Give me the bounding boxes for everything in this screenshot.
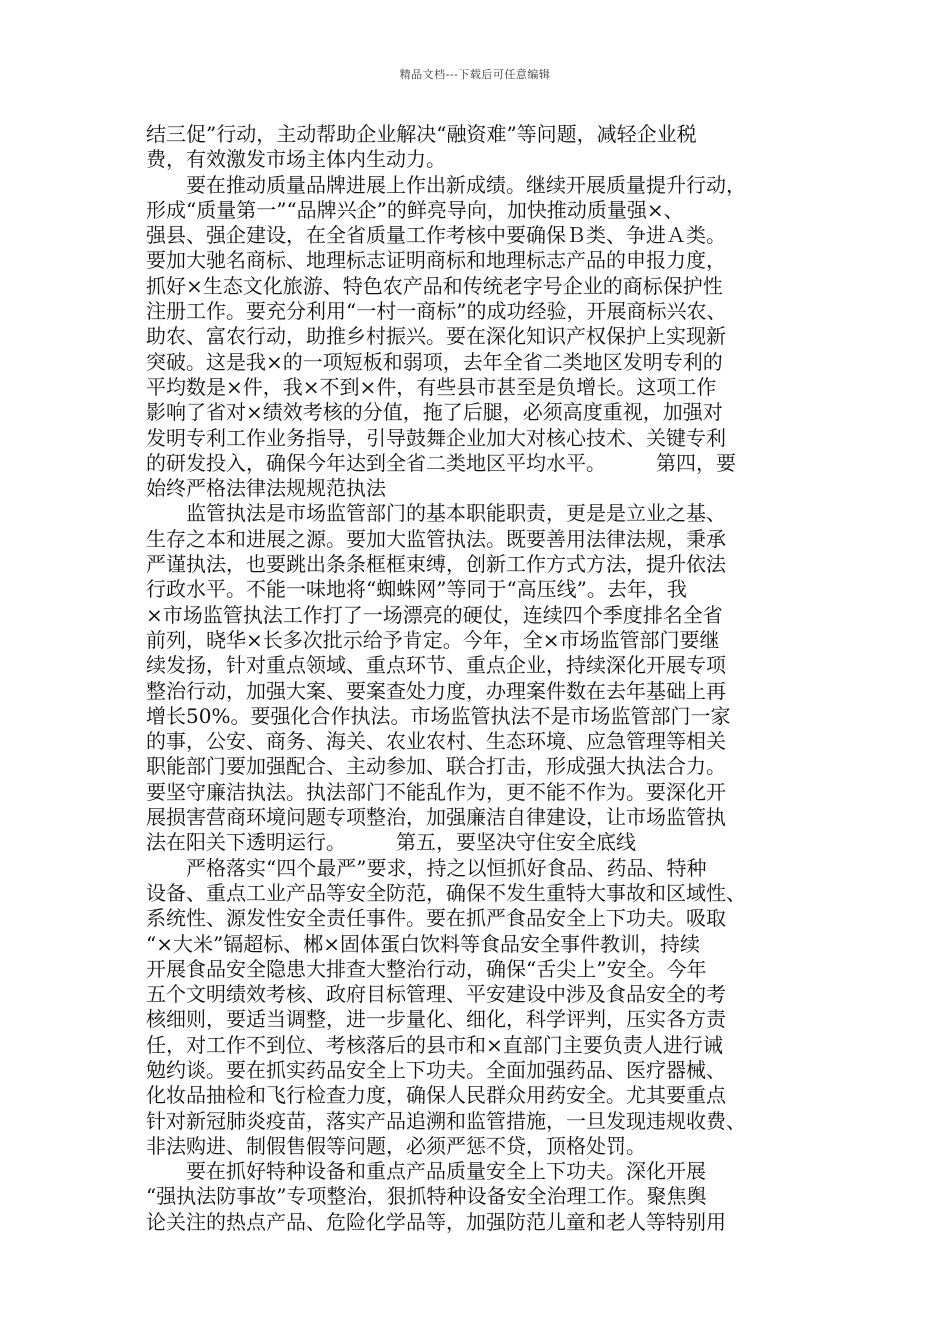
text-line: 任，对工作不到位、考核落后的县市和×直部门主要负责人进行诫 — [146, 1032, 723, 1057]
text-line: 平均数是×件，我×不到×件，有些县市甚至是负增长。这项工作 — [146, 374, 717, 399]
text-line: 要在抓好特种设备和重点产品质量安全上下功夫。深化开展 — [146, 1159, 706, 1184]
text-line: 非法购进、制假售假等问题，必须严惩不贷，顶格处罚。 — [146, 1133, 646, 1158]
text-line: 针对新冠肺炎疫苗，落实产品追溯和监管措施，一旦发现违规收费、 — [146, 1108, 746, 1133]
text-line: 职能部门要加强配合、主动参加、联合打击，形成强大执法合力。 — [146, 754, 726, 779]
text-line: 勉约谈。要在抓实药品安全上下功夫。全面加强药品、医疗器械、 — [146, 1057, 726, 1082]
text-line: 结三促”行动，主动帮助企业解决“融资难”等问题，减轻企业税 — [146, 122, 697, 146]
text-line: 形成“质量第一”“品牌兴企”的鲜亮导向，加快推动质量强×、 — [146, 197, 684, 222]
text-line: 整治行动，加强大案、要案查处力度，办理案件数在去年基础上再 — [146, 678, 726, 703]
text-line: 法在阳关下透明运行。 第五，要坚决守住安全底线 — [146, 830, 636, 855]
text-line: 设备、重点工业产品等安全防范，确保不发生重特大事故和区域性、 — [146, 880, 746, 905]
text-line: 助农、富农行动，助推乡村振兴。要在深化知识产权保护上实现新 — [146, 324, 726, 349]
document-body — [146, 122, 808, 1235]
text-line: 要在推动质量品牌进展上作出新成绩。继续开展质量提升行动， — [146, 172, 746, 197]
text-line: 要坚守廉洁执法。执法部门不能乱作为，更不能不作为。要深化开 — [146, 779, 726, 804]
text-line: 的事，公安、商务、海关、农业农村、生态环境、应急管理等相关 — [146, 729, 726, 754]
text-line: 严格落实“四个最严”要求，持之以恒抓好食品、药品、特种 — [146, 855, 707, 880]
text-line: 严谨执法，也要跳出条条框框束缚，创新工作方式方法，提升依法 — [146, 552, 726, 577]
text-line: 行政水平。不能一味地将“蜘蛛网”等同于“高压线”。去年，我 — [146, 577, 687, 602]
text-line: 系统性、源发性安全责任事件。要在抓严食品安全上下功夫。吸取 — [146, 906, 726, 931]
text-line: 始终严格法律法规规范执法 — [146, 476, 386, 501]
text-line: “强执法防事故”专项整治，狠抓特种设备安全治理工作。聚焦舆 — [146, 1184, 707, 1209]
text-line: 增长50%。要强化合作执法。市场监管执法不是市场监管部门一家 — [146, 703, 731, 728]
text-line: 突破。这是我×的一项短板和弱项，去年全省二类地区发明专利的 — [146, 349, 723, 374]
text-line: 生存之本和进展之源。要加大监管执法。既要善用法律法规，秉承 — [146, 526, 726, 551]
text-line: 强县、强企建设，在全省质量工作考核中要确保Ｂ类、争进Ａ类。 — [146, 223, 726, 248]
text-line: 监管执法是市场监管部门的基本职能职责，更是是立业之基、 — [146, 501, 726, 526]
text-line: 发明专利工作业务指导，引导鼓舞企业加大对核心技术、关键专利 — [146, 425, 726, 450]
text-line: 开展食品安全隐患大排查大整治行动，确保“舌尖上”安全。今年 — [146, 956, 707, 981]
text-line: 抓好×生态文化旅游、特色农产品和传统老字号企业的商标保护性 — [146, 273, 723, 298]
text-line: 化妆品抽检和飞行检查力度，确保人民群众用药安全。尤其要重点 — [146, 1083, 726, 1108]
text-line: 核细则，要适当调整，进一步量化、细化，科学评判，压实各方责 — [146, 1007, 726, 1032]
text-line: ×市场监管执法工作打了一场漂亮的硬仗，连续四个季度排名全省 — [146, 602, 723, 627]
text-line: 费，有效激发市场主体内生动力。 — [146, 147, 446, 172]
text-line: 注册工作。要充分利用“一村一商标”的成功经验，开展商标兴农、 — [146, 299, 727, 324]
text-line: 影响了省对×绩效考核的分值，拖了后腿，必须高度重视，加强对 — [146, 400, 723, 425]
text-line: 展损害营商环境问题专项整治，加强廉洁自律建设，让市场监管执 — [146, 805, 726, 830]
page-header: 精品文档---下载后可任意编辑 — [399, 68, 551, 81]
text-line: 五个文明绩效考核、政府目标管理、平安建设中涉及食品安全的考 — [146, 982, 726, 1007]
text-line: 的研发投入，确保今年达到全省二类地区平均水平。 第四，要 — [146, 450, 736, 475]
text-line: 前列，晓华×长多次批示给予肯定。今年，全×市场监管部门要继 — [146, 627, 720, 652]
text-line: 论关注的热点产品、危险化学品等，加强防范儿童和老人等特别用 — [146, 1209, 726, 1234]
text-line: 续发扬，针对重点领域、重点环节、重点企业，持续深化开展专项 — [146, 653, 726, 678]
text-line: “×大米”镉超标、郴×固体蛋白饮料等食品安全事件教训，持续 — [146, 931, 700, 956]
text-line: 要加大驰名商标、地理标志证明商标和地理标志产品的申报力度， — [146, 248, 726, 273]
